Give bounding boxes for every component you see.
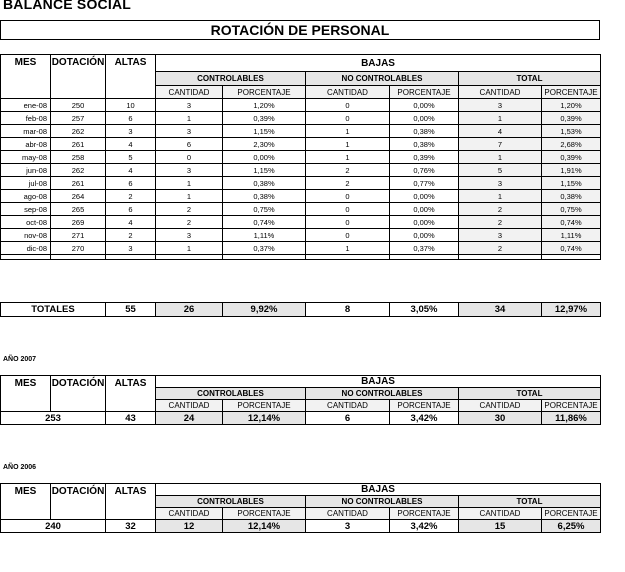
year-2007-t-pct: 11,86% <box>542 412 601 425</box>
header-cantidad: CANTIDAD <box>156 86 223 99</box>
header-mes: MES <box>1 55 51 99</box>
cell-altas: 6 <box>106 112 156 125</box>
year-2007-nc-cant: 6 <box>306 412 390 425</box>
year-2007-nc-pct: 3,42% <box>390 412 459 425</box>
cell-controlables-porcentaje: 0,38% <box>223 190 306 203</box>
cell-altas: 4 <box>106 138 156 151</box>
cell-total-cantidad: 1 <box>459 190 542 203</box>
table-row <box>1 112 601 125</box>
cell-controlables-cantidad: 3 <box>156 229 223 242</box>
cell-controlables-porcentaje: 1,15% <box>223 125 306 138</box>
spacer-row <box>1 255 601 260</box>
spacer-cell <box>306 255 390 260</box>
spacer-cell <box>459 255 542 260</box>
cell-dotacion: 257 <box>51 112 106 125</box>
cell-no-controlables-cantidad: 1 <box>306 151 390 164</box>
year-2007-table <box>0 375 601 425</box>
cell-total-porcentaje: 2,68% <box>542 138 601 151</box>
spacer-cell <box>51 255 106 260</box>
cell-total-porcentaje: 1,91% <box>542 164 601 177</box>
table-row <box>1 177 601 190</box>
cell-controlables-cantidad: 1 <box>156 112 223 125</box>
cell-dotacion: 265 <box>51 203 106 216</box>
header-porcentaje: PORCENTAJE <box>223 86 306 99</box>
totals-nc-cant: 8 <box>306 303 390 317</box>
cell-total-cantidad: 2 <box>459 203 542 216</box>
totals-c-pct: 9,92% <box>223 303 306 317</box>
cell-controlables-cantidad: 2 <box>156 203 223 216</box>
cell-total-porcentaje: 1,20% <box>542 99 601 112</box>
cell-mes: sep-08 <box>1 203 51 216</box>
header-cantidad: CANTIDAD <box>306 508 390 520</box>
cell-total-cantidad: 3 <box>459 229 542 242</box>
header-dotacion: DOTACIÓN <box>51 376 106 412</box>
cell-altas: 4 <box>106 164 156 177</box>
cell-no-controlables-cantidad: 0 <box>306 99 390 112</box>
cell-dotacion: 261 <box>51 138 106 151</box>
header-altas: ALTAS <box>106 376 156 412</box>
header-dotacion: DOTACIÓN <box>51 55 106 99</box>
year-2006-t-cant: 15 <box>459 520 542 533</box>
year-2006-altas: 32 <box>106 520 156 533</box>
cell-no-controlables-cantidad: 0 <box>306 203 390 216</box>
cell-mes: ene-08 <box>1 99 51 112</box>
header-controlables: CONTROLABLES <box>156 496 306 508</box>
spacer-cell <box>156 255 223 260</box>
cell-total-porcentaje: 0,38% <box>542 190 601 203</box>
cell-mes: oct-08 <box>1 216 51 229</box>
year-2006-t-pct: 6,25% <box>542 520 601 533</box>
year-2006-nc-pct: 3,42% <box>390 520 459 533</box>
cell-controlables-porcentaje: 1,20% <box>223 99 306 112</box>
cell-dotacion: 271 <box>51 229 106 242</box>
cell-controlables-cantidad: 3 <box>156 99 223 112</box>
table-row <box>1 203 601 216</box>
year-2006-nc-cant: 3 <box>306 520 390 533</box>
cell-total-cantidad: 7 <box>459 138 542 151</box>
header-porcentaje: PORCENTAJE <box>390 508 459 520</box>
cell-dotacion: 270 <box>51 242 106 255</box>
spacer-cell <box>106 255 156 260</box>
cell-no-controlables-cantidad: 0 <box>306 216 390 229</box>
header-cantidad: CANTIDAD <box>459 86 542 99</box>
cell-total-porcentaje: 0,39% <box>542 112 601 125</box>
header-mes: MES <box>1 484 51 520</box>
year-2007-t-cant: 30 <box>459 412 542 425</box>
cell-altas: 3 <box>106 125 156 138</box>
table-row <box>1 229 601 242</box>
cell-altas: 10 <box>106 99 156 112</box>
totals-c-cant: 26 <box>156 303 223 317</box>
cell-controlables-porcentaje: 0,39% <box>223 112 306 125</box>
cell-controlables-porcentaje: 1,11% <box>223 229 306 242</box>
totals-t-pct: 12,97% <box>542 303 601 317</box>
year-2007-altas: 43 <box>106 412 156 425</box>
cell-controlables-porcentaje: 0,00% <box>223 151 306 164</box>
cell-total-cantidad: 1 <box>459 151 542 164</box>
header-cantidad: CANTIDAD <box>306 400 390 412</box>
spacer-cell <box>1 255 51 260</box>
header-porcentaje: PORCENTAJE <box>542 508 601 520</box>
header-dotacion: DOTACIÓN <box>51 484 106 520</box>
header-bajas: BAJAS <box>156 376 601 388</box>
cell-mes: abr-08 <box>1 138 51 151</box>
cell-no-controlables-porcentaje: 0,00% <box>390 99 459 112</box>
cell-mes: feb-08 <box>1 112 51 125</box>
cell-total-cantidad: 2 <box>459 216 542 229</box>
year-2006-c-cant: 12 <box>156 520 223 533</box>
totals-altas: 55 <box>106 303 156 317</box>
spacer-cell <box>390 255 459 260</box>
cell-no-controlables-porcentaje: 0,37% <box>390 242 459 255</box>
cell-controlables-cantidad: 0 <box>156 151 223 164</box>
report-title: ROTACIÓN DE PERSONAL <box>0 20 600 40</box>
cell-controlables-cantidad: 3 <box>156 164 223 177</box>
cell-mes: jul-08 <box>1 177 51 190</box>
cell-total-cantidad: 2 <box>459 242 542 255</box>
cell-no-controlables-cantidad: 2 <box>306 164 390 177</box>
cell-mes: mar-08 <box>1 125 51 138</box>
header-bajas: BAJAS <box>156 55 601 72</box>
year-2006-c-pct: 12,14% <box>223 520 306 533</box>
cell-no-controlables-cantidad: 0 <box>306 112 390 125</box>
cell-dotacion: 262 <box>51 125 106 138</box>
cell-dotacion: 264 <box>51 190 106 203</box>
rotation-table <box>0 54 601 260</box>
cell-altas: 5 <box>106 151 156 164</box>
cell-controlables-porcentaje: 0,37% <box>223 242 306 255</box>
header-cantidad: CANTIDAD <box>156 400 223 412</box>
table-row <box>1 151 601 164</box>
cell-altas: 3 <box>106 242 156 255</box>
cell-dotacion: 262 <box>51 164 106 177</box>
header-porcentaje: PORCENTAJE <box>390 86 459 99</box>
cell-dotacion: 258 <box>51 151 106 164</box>
cell-total-porcentaje: 1,11% <box>542 229 601 242</box>
cell-dotacion: 250 <box>51 99 106 112</box>
cell-no-controlables-cantidad: 1 <box>306 138 390 151</box>
header-total: TOTAL <box>459 72 601 86</box>
header-cantidad: CANTIDAD <box>156 508 223 520</box>
header-cantidad: CANTIDAD <box>306 86 390 99</box>
header-total: TOTAL <box>459 388 601 400</box>
cell-controlables-cantidad: 6 <box>156 138 223 151</box>
cell-mes: may-08 <box>1 151 51 164</box>
totals-table <box>0 302 601 317</box>
header-altas: ALTAS <box>106 55 156 99</box>
cell-no-controlables-cantidad: 1 <box>306 125 390 138</box>
cell-controlables-cantidad: 1 <box>156 177 223 190</box>
header-total: TOTAL <box>459 496 601 508</box>
cell-no-controlables-porcentaje: 0,38% <box>390 125 459 138</box>
header-no-controlables: NO CONTROLABLES <box>306 72 459 86</box>
cell-mes: nov-08 <box>1 229 51 242</box>
cell-altas: 2 <box>106 190 156 203</box>
cell-no-controlables-porcentaje: 0,00% <box>390 229 459 242</box>
header-porcentaje: PORCENTAJE <box>223 400 306 412</box>
year-2006-dotacion: 240 <box>1 520 106 533</box>
cell-no-controlables-porcentaje: 0,38% <box>390 138 459 151</box>
cell-total-porcentaje: 0,74% <box>542 242 601 255</box>
cell-no-controlables-porcentaje: 0,00% <box>390 190 459 203</box>
cell-no-controlables-porcentaje: 0,00% <box>390 112 459 125</box>
header-porcentaje: PORCENTAJE <box>542 86 601 99</box>
cell-no-controlables-cantidad: 0 <box>306 190 390 203</box>
header-porcentaje: PORCENTAJE <box>223 508 306 520</box>
table-row <box>1 99 601 112</box>
header-no-controlables: NO CONTROLABLES <box>306 496 459 508</box>
cell-dotacion: 261 <box>51 177 106 190</box>
cell-no-controlables-cantidad: 0 <box>306 229 390 242</box>
cell-no-controlables-porcentaje: 0,00% <box>390 203 459 216</box>
cell-controlables-cantidad: 1 <box>156 242 223 255</box>
cell-total-porcentaje: 1,15% <box>542 177 601 190</box>
cell-total-porcentaje: 0,74% <box>542 216 601 229</box>
totals-nc-pct: 3,05% <box>390 303 459 317</box>
totals-t-cant: 34 <box>459 303 542 317</box>
table-row <box>1 190 601 203</box>
header-porcentaje: PORCENTAJE <box>390 400 459 412</box>
cell-controlables-porcentaje: 0,38% <box>223 177 306 190</box>
table-row <box>1 125 601 138</box>
cell-controlables-porcentaje: 1,15% <box>223 164 306 177</box>
cell-total-porcentaje: 1,53% <box>542 125 601 138</box>
cell-altas: 4 <box>106 216 156 229</box>
year-2007-dotacion: 253 <box>1 412 106 425</box>
header-altas: ALTAS <box>106 484 156 520</box>
spacer-cell <box>223 255 306 260</box>
cell-altas: 6 <box>106 203 156 216</box>
cell-total-porcentaje: 0,39% <box>542 151 601 164</box>
year-2007-c-pct: 12,14% <box>223 412 306 425</box>
year-2007-label: AÑO 2007 <box>3 356 37 363</box>
year-2006-label: AÑO 2006 <box>3 464 37 471</box>
cell-mes: jun-08 <box>1 164 51 177</box>
cell-total-porcentaje: 0,75% <box>542 203 601 216</box>
totals-label: TOTALES <box>1 303 106 317</box>
cell-controlables-cantidad: 2 <box>156 216 223 229</box>
header-cantidad: CANTIDAD <box>459 508 542 520</box>
cell-no-controlables-porcentaje: 0,76% <box>390 164 459 177</box>
table-row <box>1 242 601 255</box>
header-cantidad: CANTIDAD <box>459 400 542 412</box>
header-controlables: CONTROLABLES <box>156 72 306 86</box>
cell-total-cantidad: 4 <box>459 125 542 138</box>
cell-no-controlables-cantidad: 2 <box>306 177 390 190</box>
cell-mes: ago-08 <box>1 190 51 203</box>
cell-altas: 2 <box>106 229 156 242</box>
table-row <box>1 138 601 151</box>
cell-total-cantidad: 5 <box>459 164 542 177</box>
header-mes: MES <box>1 376 51 412</box>
cell-total-cantidad: 3 <box>459 99 542 112</box>
cell-no-controlables-porcentaje: 0,39% <box>390 151 459 164</box>
header-no-controlables: NO CONTROLABLES <box>306 388 459 400</box>
cell-no-controlables-cantidad: 1 <box>306 242 390 255</box>
table-row <box>1 216 601 229</box>
cell-controlables-cantidad: 3 <box>156 125 223 138</box>
cell-controlables-cantidad: 1 <box>156 190 223 203</box>
table-row <box>1 164 601 177</box>
header-porcentaje: PORCENTAJE <box>542 400 601 412</box>
year-2007-c-cant: 24 <box>156 412 223 425</box>
cell-total-cantidad: 3 <box>459 177 542 190</box>
page-header: BALANCE SOCIAL <box>3 0 132 12</box>
header-controlables: CONTROLABLES <box>156 388 306 400</box>
cell-mes: dic-08 <box>1 242 51 255</box>
cell-controlables-porcentaje: 0,75% <box>223 203 306 216</box>
cell-no-controlables-porcentaje: 0,77% <box>390 177 459 190</box>
cell-altas: 6 <box>106 177 156 190</box>
header-bajas: BAJAS <box>156 484 601 496</box>
year-2006-table <box>0 483 601 533</box>
cell-controlables-porcentaje: 0,74% <box>223 216 306 229</box>
cell-dotacion: 269 <box>51 216 106 229</box>
cell-total-cantidad: 1 <box>459 112 542 125</box>
spacer-cell <box>542 255 601 260</box>
cell-controlables-porcentaje: 2,30% <box>223 138 306 151</box>
cell-no-controlables-porcentaje: 0,00% <box>390 216 459 229</box>
